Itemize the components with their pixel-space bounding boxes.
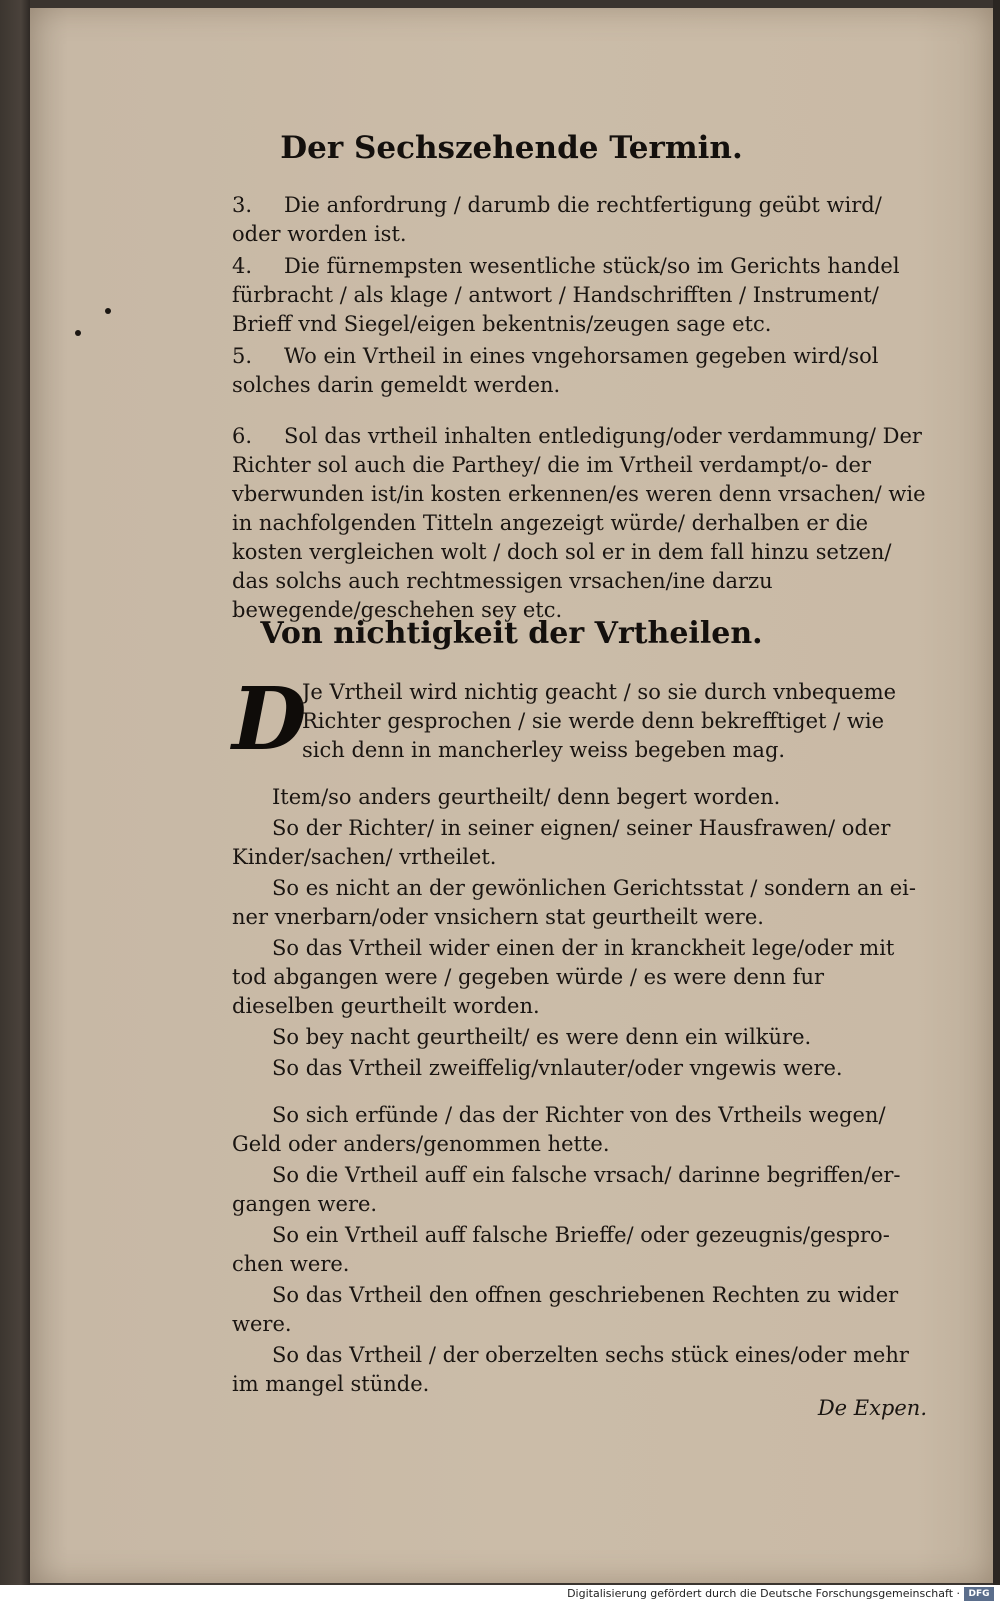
- item-text: Sol das vrtheil inhalten entledigung/oder verdammung/ Der Richter sol auch die Parthey/ die im Vrtheil verdampt/o- der vberwunden ist/in kosten erkennen/es weren denn vrsachen/ wie in nachfolgenden Titteln angezeigt würde/ derhalben er die kosten vergleichen wolt / doch sol er in dem fall hinzu setzen/ das solchs auch rechtmessigen vrsachen/ine darzu bewegende/geschehen sey etc.: [232, 424, 926, 622]
- condition-paragraph: So der Richter/ in seiner eignen/ seiner Hausfrawen/ oder Kinder/sachen/ vrtheilet.: [232, 816, 891, 869]
- condition-paragraph: So die Vrtheil auff ein falsche vrsach/ darinne begriffen/er- gangen were.: [232, 1163, 901, 1216]
- footer-bar: [0, 1585, 1000, 1604]
- item-3: [232, 191, 932, 249]
- condition-paragraph: So das Vrtheil / der oberzelten sechs stück eines/oder mehr im mangel stünde.: [232, 1343, 909, 1396]
- book-spine: [0, 0, 30, 1604]
- intro-paragraph: Je Vrtheil wird nichtig geacht / so sie durch vnbequeme Richter gesprochen / sie werde denn bekrefftiget / wie sich denn in mancherley weiss begeben mag.: [302, 680, 897, 762]
- item-number: 3.: [232, 193, 253, 217]
- item-number: 6.: [232, 424, 253, 448]
- drop-cap-initial: D: [232, 669, 307, 770]
- item-text: Wo ein Vrtheil in eines vngehorsamen gegeben wird/sol solches darin gemeldt werden.: [232, 344, 879, 397]
- condition-paragraph: So ein Vrtheil auff falsche Brieffe/ oder gezeugnis/gespro- chen were.: [232, 1223, 890, 1276]
- section-title: Von nichtigkeit der Vrtheilen.: [260, 616, 763, 651]
- ink-spot: [75, 330, 81, 336]
- ink-spot: [105, 308, 111, 314]
- condition-paragraph: So bey nacht geurtheilt/ es were denn ein wilküre.: [272, 1025, 812, 1049]
- condition-paragraph: So das Vrtheil den offnen geschriebenen Rechten zu wider were.: [232, 1283, 899, 1336]
- condition-paragraph: So das Vrtheil zweiffelig/vnlauter/oder vngewis were.: [272, 1056, 843, 1080]
- dfg-logo: DFG: [964, 1587, 994, 1601]
- book-page: [30, 8, 993, 1583]
- catchword: De Expen.: [817, 1396, 927, 1420]
- page-edge: [993, 0, 1000, 1604]
- condition-paragraph: So es nicht an der gewönlichen Gerichtsstat / sondern an ei- ner vnerbarn/oder vnsichern stat geurtheilt were.: [232, 876, 916, 929]
- running-header: Der Sechszehende Termin.: [280, 130, 743, 166]
- item-number: 5.: [232, 344, 253, 368]
- item-text: Die fürnempsten wesentliche stück/so im Gerichts handel fürbracht / als klage / antwort / Handschrifften / Instrument/ Brieff vnd Siegel/eigen bekentnis/zeugen sage etc.: [232, 254, 900, 336]
- condition-paragraph: So das Vrtheil wider einen der in kranckheit lege/oder mit tod abgangen were / gegeben würde / es were denn fur dieselben geurtheilt worden.: [232, 936, 895, 1018]
- item-6: [232, 422, 932, 625]
- condition-paragraph: Item/so anders geurtheilt/ denn begert worden.: [272, 785, 781, 809]
- item-4: [232, 252, 932, 339]
- item-5: [232, 342, 932, 400]
- numbered-items: [232, 191, 932, 625]
- footer-credit: Digitalisierung gefördert durch die Deutsche Forschungsgemeinschaft ·: [567, 1587, 960, 1600]
- item-number: 4.: [232, 254, 253, 278]
- conditions-list: [232, 783, 932, 1399]
- item-text: Die anfordrung / darumb die rechtfertigung geübt wird/ oder worden ist.: [232, 193, 882, 246]
- condition-paragraph: So sich erfünde / das der Richter von des Vrtheils wegen/ Geld oder anders/genommen hette.: [232, 1103, 886, 1156]
